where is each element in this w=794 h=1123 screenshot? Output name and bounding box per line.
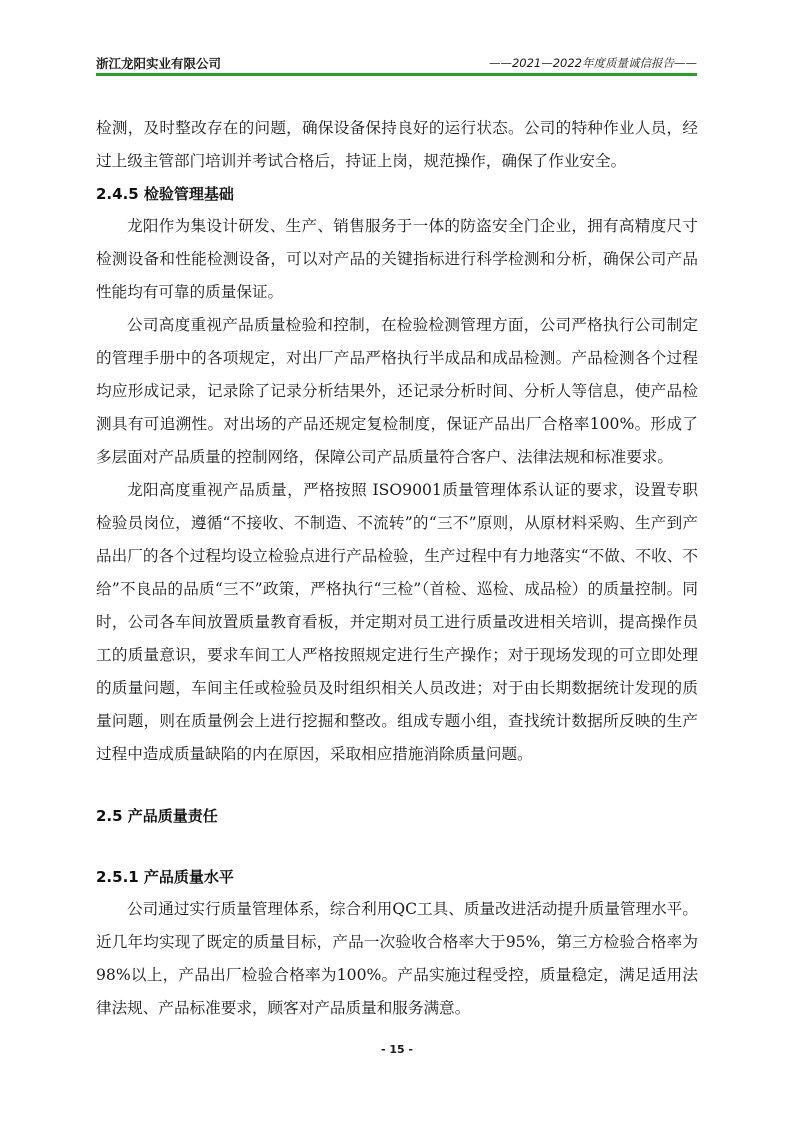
paragraph-2-4-5-2: 公司高度重视产品质量检验和控制，在检验检测管理方面，公司严格执行公司制定的管理手册中的各项规定，对出厂产品严格执行半成品和成品检测。产品检测各个过程均应形成记录，记录除了记录分析结果外，还记录分析时间、分析人等信息，使产品检测具有可追溯性。对出场的产品还规定复检制度，保证产品出厂合格率100%。形成了多层面对产品质量的控制网络，保障公司产品质量符合客户、法律法规和标准要求。 xyxy=(96,316,698,466)
company-name: 浙江龙阳实业有限公司 xyxy=(96,56,222,71)
section-heading-2-5-1: 2.5.1 产品质量水平 xyxy=(96,868,234,886)
page-header xyxy=(96,52,697,74)
paragraph-2-5-1: 公司通过实行质量管理体系，综合利用QC工具、质量改进活动提升质量管理水平。近几年均实现了既定的质量目标，产品一次验收合格率大于95%，第三方检验合格率为98%以上，产品出厂检验合格率为100%。产品实施过程受控，质量稳定，满足适用法律法规、产品标准要求，顾客对产品质量和服务满意。 xyxy=(96,900,698,1017)
section-heading-2-5: 2.5 产品质量责任 xyxy=(96,807,218,825)
paragraph-2-4-5-1: 龙阳作为集设计研发、生产、销售服务于一体的防盗安全门企业，拥有高精度尺寸检测设备和性能检测设备，可以对产品的关键指标进行科学检测和分析，确保公司产品性能均有可靠的质量保证。 xyxy=(96,217,698,301)
page-body xyxy=(96,112,698,1025)
header-divider xyxy=(96,73,697,76)
page-number: - 15 - xyxy=(380,1043,414,1056)
intro-paragraph: 检测，及时整改存在的问题，确保设备保持良好的运行状态。公司的特种作业人员，经过上级主管部门培训并考试合格后，持证上岗，规范操作，确保了作业安全。 xyxy=(96,119,698,170)
paragraph-2-4-5-3: 龙阳高度重视产品质量，严格按照 ISO9001质量管理体系认证的要求，设置专职检验员岗位，遵循“不接收、不制造、不流转”的“三不”原则，从原材料采购、生产到产品出厂的各个过程均设立检验点进行产品检验，生产过程中有力地落实“不做、不收、不给”不良品的品质“三不”政策，严格执行“三检”（首检、巡检、成品检）的质量控制。同时，公司各车间放置质量教育看板，并定期对员工进行质量改进相关培训，提高操作员工的质量意识，要求车间工人严格按照规定进行生产操作；对于现场发现的可立即处理的质量问题，车间主任或检验员及时组织相关人员改进；对于由长期数据统计发现的质量问题，则在质量例会上进行挖掘和整改。组成专题小组，查找统计数据所反映的生产过程中造成质量缺陷的内在原因，采取相应措施消除质量问题。 xyxy=(96,481,698,763)
section-heading-2-4-5: 2.4.5 检验管理基础 xyxy=(96,185,234,203)
report-title: ——2021—2022年度质量诚信报告—— xyxy=(488,56,697,70)
